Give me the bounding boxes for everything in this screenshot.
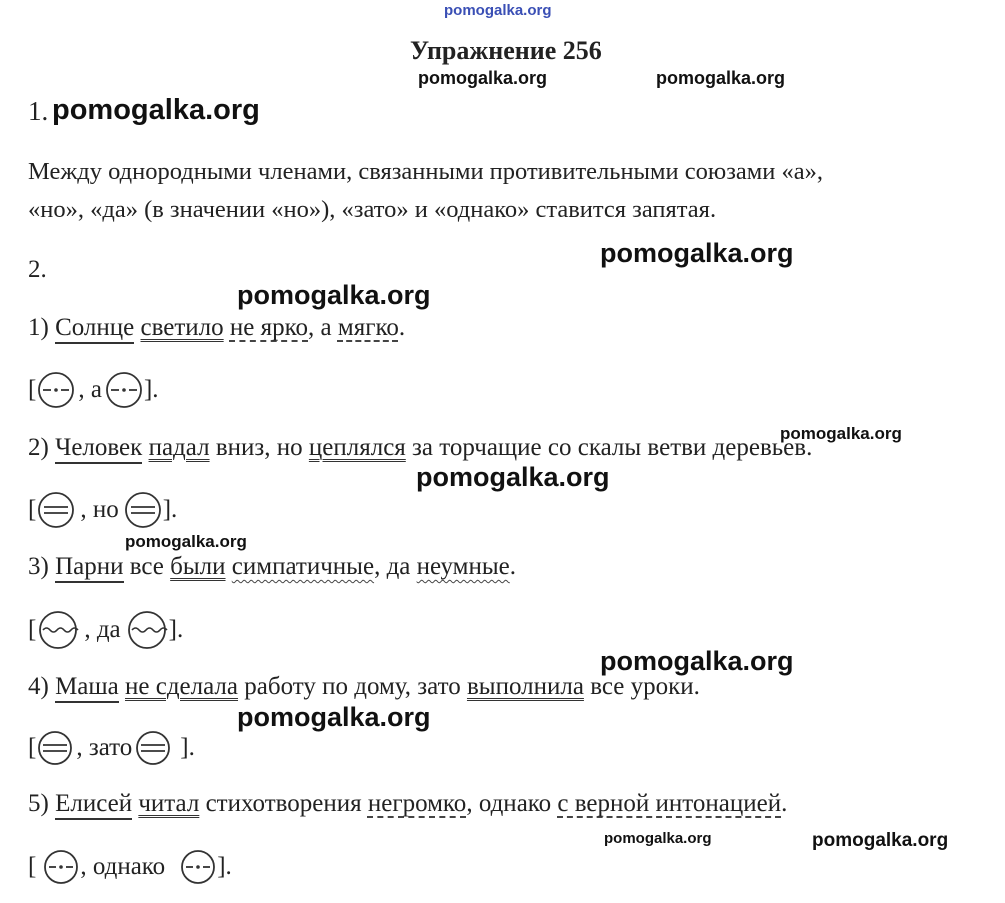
- scheme-2: [28, 490, 177, 530]
- sentence-text: работу по дому, зато: [238, 673, 467, 700]
- rule-line-1: Между однородными членами, связанными противительными союзами «а»,: [28, 158, 823, 185]
- scheme-close: ].: [217, 853, 232, 880]
- conjunction-text: , а: [308, 314, 338, 341]
- sentence-number: 3): [28, 553, 49, 580]
- sentence-text: все уроки.: [583, 673, 700, 700]
- rule-line-2: «но», «да» (в значении «но»), «зато» и «однако» ставится запятая.: [28, 196, 717, 223]
- scheme-close: ].: [162, 496, 178, 523]
- adverbial: негромко: [367, 790, 467, 817]
- sentence-5: [28, 790, 787, 818]
- rule-paragraph: [28, 153, 823, 229]
- watermark: pomogalka.org: [600, 646, 794, 676]
- sentence-text: стихотворения: [199, 790, 368, 817]
- predicate: не сделала: [125, 673, 239, 700]
- predicate: падал: [148, 434, 210, 461]
- attribute-circle-icon: [36, 610, 80, 650]
- watermark: pomogalka.org: [52, 94, 260, 126]
- scheme-close: ].: [168, 616, 184, 643]
- section-number-2: 2.: [28, 256, 47, 283]
- punctuation: .: [398, 314, 406, 341]
- sentence-4: [28, 673, 700, 701]
- predicate: цеплялся: [308, 434, 406, 461]
- sentence-2: [28, 434, 812, 462]
- predicate-circle-icon: [134, 728, 172, 768]
- watermark: pomogalka.org: [600, 238, 794, 268]
- subject: Елисей: [55, 790, 132, 820]
- adverbial: не ярко: [229, 314, 309, 341]
- sentence-text: все: [123, 553, 171, 580]
- watermark: pomogalka.org: [604, 830, 712, 847]
- attribute-circle-icon: [125, 610, 169, 650]
- watermark: pomogalka.org: [237, 702, 431, 732]
- scheme-conjunction: , да: [84, 616, 121, 643]
- scheme-5: [28, 847, 232, 887]
- scheme-conjunction: , однако: [80, 853, 166, 880]
- scheme-open: [: [28, 853, 37, 880]
- predicate: выполнила: [466, 673, 584, 700]
- sentence-text: вниз, но: [209, 434, 309, 461]
- watermark: pomogalka.org: [812, 830, 949, 851]
- predicate: были: [170, 553, 226, 580]
- scheme-3: [28, 610, 183, 650]
- sentence-text: за торчащие со скалы ветви деревьев.: [405, 434, 813, 461]
- scheme-open: [: [28, 496, 37, 523]
- subject: Маша: [55, 673, 119, 703]
- watermark-top: pomogalka.org: [444, 2, 552, 19]
- adverbial: мягко: [337, 314, 399, 341]
- predicate-circle-icon: [36, 490, 76, 530]
- subject: Человек: [55, 434, 142, 464]
- conjunction-text: , однако: [466, 790, 558, 817]
- scheme-close: ].: [143, 376, 159, 403]
- watermark: pomogalka.org: [125, 532, 247, 551]
- sentence-number: 4): [28, 673, 49, 700]
- adverbial-circle-icon: [42, 847, 80, 887]
- watermark: pomogalka.org: [780, 424, 902, 443]
- section-number-1: 1.: [28, 96, 49, 126]
- sentence-3: [28, 553, 516, 581]
- scheme-1: [28, 370, 159, 410]
- scheme-4: [28, 728, 195, 768]
- scheme-close: ].: [180, 734, 195, 761]
- adverbial-circle-icon: [179, 847, 217, 887]
- predicate-nominal: неумные: [416, 553, 510, 580]
- page-title: Упражнение 256: [410, 36, 602, 65]
- sentence-number: 2): [28, 434, 49, 461]
- watermark: pomogalka.org: [416, 462, 610, 492]
- predicate-circle-icon: [36, 728, 74, 768]
- subject: Солнце: [55, 314, 134, 344]
- scheme-open: [: [28, 734, 37, 761]
- adverbial-circle-icon: [36, 370, 76, 410]
- scheme-conjunction: , но: [80, 496, 119, 523]
- predicate-circle-icon: [123, 490, 163, 530]
- predicate: читал: [138, 790, 200, 817]
- scheme-open: [: [28, 376, 37, 403]
- scheme-conjunction: , зато: [76, 734, 133, 761]
- sentence-1: [28, 314, 405, 342]
- watermark: pomogalka.org: [418, 68, 548, 88]
- punctuation: .: [509, 553, 517, 580]
- sentence-number: 1): [28, 314, 49, 341]
- scheme-conjunction: , а: [78, 376, 102, 403]
- predicate-nominal: симпатичные: [231, 553, 375, 580]
- scheme-open: [: [28, 616, 37, 643]
- watermark: pomogalka.org: [237, 280, 431, 310]
- punctuation: .: [781, 790, 788, 817]
- adverbial: с верной интонацией: [557, 790, 782, 817]
- sentence-number: 5): [28, 790, 49, 817]
- subject: Парни: [55, 553, 123, 583]
- watermark: pomogalka.org: [656, 68, 786, 88]
- conjunction-text: , да: [374, 553, 417, 580]
- predicate: светило: [140, 314, 224, 341]
- adverbial-circle-icon: [104, 370, 144, 410]
